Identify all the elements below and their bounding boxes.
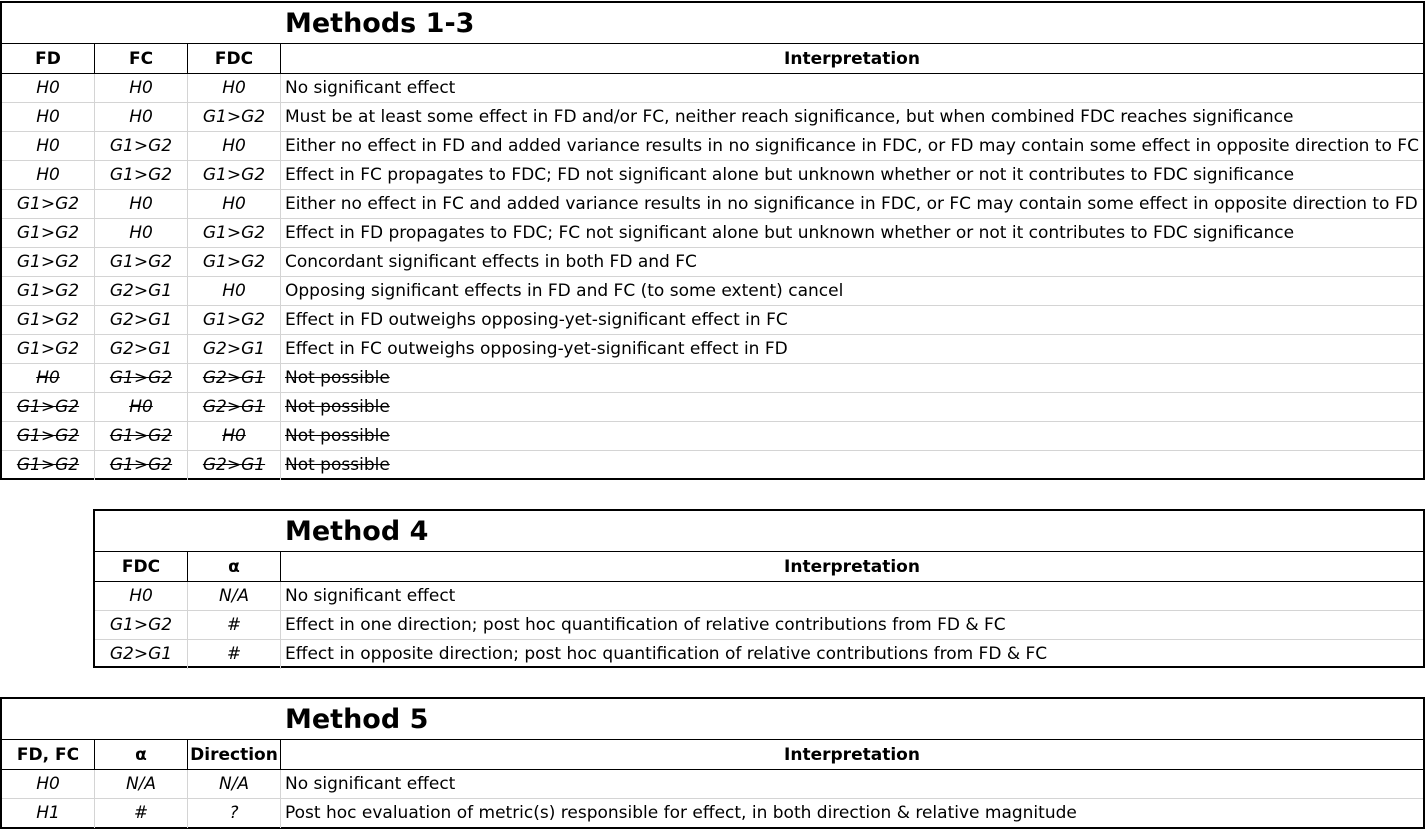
methods-1-3-body: [2, 74, 1423, 480]
alpha-cell: N/A: [95, 770, 188, 798]
fd-cell: G1>G2: [2, 335, 95, 363]
fc-cell: G1>G2: [95, 422, 188, 450]
interpretation-cell: No significant effect: [285, 774, 456, 794]
interpretation-cell: Either no effect in FD and added variance results in no significance in FDC, or FD may contain some effect in opposite direction to FC: [285, 136, 1419, 156]
fdc-cell: G2>G1: [188, 364, 281, 392]
table-row: [2, 422, 1423, 451]
header-alpha: α: [95, 740, 188, 769]
interpretation-cell: No significant effect: [285, 78, 456, 98]
method-5-title: Method 5: [285, 704, 429, 735]
table-row: [2, 132, 1423, 161]
header-direction: Direction: [188, 740, 281, 769]
header-fd-fc: FD, FC: [2, 740, 95, 769]
fc-cell: H0: [95, 393, 188, 421]
fc-cell: G1>G2: [95, 161, 188, 189]
interpretation-cell: Must be at least some effect in FD and/or FC, neither reach significance, but when combined FDC reaches significance: [285, 107, 1294, 127]
interpretation-cell: Either no effect in FC and added variance results in no significance in FDC, or FC may contain some effect in opposite direction to FD: [285, 194, 1418, 214]
fdc-cell: H0: [188, 422, 281, 450]
fd-cell: G1>G2: [2, 219, 95, 247]
fc-cell: G1>G2: [95, 248, 188, 276]
interpretation-cell: Effect in opposite direction; post hoc quantification of relative contributions from FD & FC: [285, 644, 1048, 664]
table-row: [95, 640, 1423, 669]
table-row: [2, 799, 1423, 828]
fd-cell: G1>G2: [2, 306, 95, 334]
fdc-cell: H0: [188, 277, 281, 305]
fdc-cell: G1>G2: [188, 161, 281, 189]
methods-1-3-title-row: [2, 3, 1423, 44]
header-fc: FC: [95, 44, 188, 73]
method-5-table: [0, 697, 1425, 829]
interpretation-cell: Effect in FD propagates to FDC; FC not significant alone but unknown whether or not it contributes to FDC significance: [285, 223, 1295, 243]
alpha-cell: #: [188, 611, 281, 639]
interpretation-cell: Not possible: [285, 368, 390, 388]
fd-cell: G1>G2: [2, 393, 95, 421]
method-5-header-row: [2, 740, 1423, 770]
table-row: [2, 306, 1423, 335]
methods-1-3-header-row: [2, 44, 1423, 74]
fc-cell: G2>G1: [95, 306, 188, 334]
fdc-cell: H0: [188, 190, 281, 218]
table-row: [95, 611, 1423, 640]
fc-cell: H0: [95, 74, 188, 102]
methods-1-3-table: [0, 1, 1425, 480]
header-fd: FD: [2, 44, 95, 73]
header-fdc: FDC: [188, 44, 281, 73]
fdc-cell: G1>G2: [188, 248, 281, 276]
direction-cell: N/A: [188, 770, 281, 798]
fd-fc-cell: H0: [2, 770, 95, 798]
header-interpretation: Interpretation: [784, 557, 920, 577]
table-row: [2, 335, 1423, 364]
interpretation-cell: Effect in FC propagates to FDC; FD not significant alone but unknown whether or not it contributes to FDC significance: [285, 165, 1295, 185]
interpretation-cell: No significant effect: [285, 586, 456, 606]
fdc-cell: G1>G2: [188, 306, 281, 334]
direction-cell: ?: [188, 799, 281, 828]
interpretation-cell: Opposing significant effects in FD and FC (to some extent) cancel: [285, 281, 844, 301]
fd-cell: H0: [2, 132, 95, 160]
fd-cell: G1>G2: [2, 277, 95, 305]
fdc-cell: G2>G1: [188, 451, 281, 480]
table-row: [2, 393, 1423, 422]
method-5-body: [2, 770, 1423, 828]
fdc-cell: H0: [188, 132, 281, 160]
method-4-header-row: [95, 552, 1423, 582]
header-fdc: FDC: [95, 552, 188, 581]
interpretation-cell: Effect in one direction; post hoc quantification of relative contributions from FD & FC: [285, 615, 1006, 635]
header-interpretation: Interpretation: [784, 745, 920, 765]
table-row: [2, 248, 1423, 277]
fd-cell: H0: [2, 103, 95, 131]
alpha-cell: N/A: [188, 582, 281, 610]
fdc-cell: G2>G1: [188, 335, 281, 363]
table-row: [2, 103, 1423, 132]
fc-cell: H0: [95, 103, 188, 131]
fdc-cell: G2>G1: [188, 393, 281, 421]
method-5-title-row: [2, 699, 1423, 740]
fc-cell: G1>G2: [95, 132, 188, 160]
interpretation-cell: Effect in FC outweighs opposing-yet-significant effect in FD: [285, 339, 788, 359]
table-row: [95, 582, 1423, 611]
header-interpretation: Interpretation: [784, 49, 920, 69]
method-4-title-row: [95, 511, 1423, 552]
fd-fc-cell: H1: [2, 799, 95, 828]
fc-cell: G1>G2: [95, 451, 188, 480]
table-row: [2, 451, 1423, 480]
fdc-cell: G2>G1: [95, 640, 188, 669]
fdc-cell: H0: [95, 582, 188, 610]
fc-cell: H0: [95, 219, 188, 247]
fd-cell: G1>G2: [2, 248, 95, 276]
table-row: [2, 190, 1423, 219]
method-4-table: [93, 509, 1425, 668]
fd-cell: G1>G2: [2, 422, 95, 450]
fd-cell: G1>G2: [2, 451, 95, 480]
fd-cell: H0: [2, 364, 95, 392]
alpha-cell: #: [188, 640, 281, 669]
header-alpha: α: [188, 552, 281, 581]
table-row: [2, 161, 1423, 190]
fd-cell: H0: [2, 74, 95, 102]
fdc-cell: H0: [188, 74, 281, 102]
fdc-cell: G1>G2: [188, 219, 281, 247]
method-4-title: Method 4: [285, 516, 429, 547]
table-row: [2, 364, 1423, 393]
method-4-body: [95, 582, 1423, 669]
fd-cell: H0: [2, 161, 95, 189]
table-row: [2, 74, 1423, 103]
interpretation-cell: Effect in FD outweighs opposing-yet-significant effect in FC: [285, 310, 788, 330]
interpretation-cell: Post hoc evaluation of metric(s) responsible for effect, in both direction & relative magnitude: [285, 803, 1077, 823]
fc-cell: G1>G2: [95, 364, 188, 392]
fc-cell: G2>G1: [95, 335, 188, 363]
methods-1-3-title: Methods 1-3: [285, 8, 475, 39]
interpretation-cell: Not possible: [285, 397, 390, 417]
fc-cell: H0: [95, 190, 188, 218]
table-row: [2, 770, 1423, 799]
fc-cell: G2>G1: [95, 277, 188, 305]
fdc-cell: G1>G2: [95, 611, 188, 639]
fd-cell: G1>G2: [2, 190, 95, 218]
table-row: [2, 219, 1423, 248]
interpretation-cell: Concordant significant effects in both FD and FC: [285, 252, 697, 272]
interpretation-cell: Not possible: [285, 455, 390, 475]
table-row: [2, 277, 1423, 306]
interpretation-cell: Not possible: [285, 426, 390, 446]
fdc-cell: G1>G2: [188, 103, 281, 131]
alpha-cell: #: [95, 799, 188, 828]
